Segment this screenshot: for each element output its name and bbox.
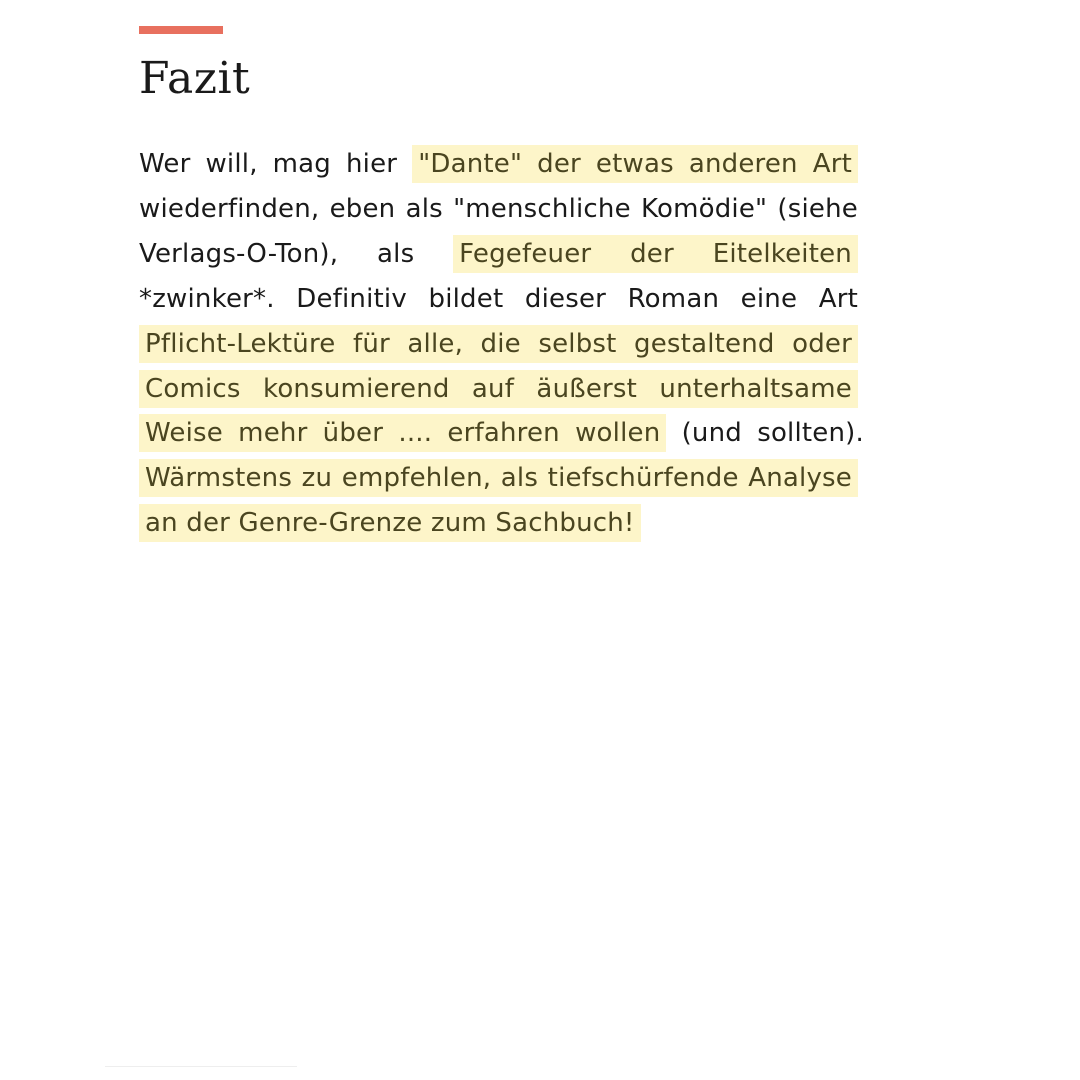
paragraph-text: wiederfinden, eben als "menschliche Komödie" (siehe Verlags-O-Ton), als (139, 193, 858, 269)
paragraph-text: Wer will, mag hier (139, 149, 413, 179)
paragraph-text: (und sollten). (666, 418, 864, 449)
section-accent-bar (139, 26, 223, 34)
conclusion-paragraph (139, 142, 864, 546)
highlighted-phrase: "Dante" der etwas anderen Art (412, 145, 858, 183)
highlighted-phrase: Pflicht-Lektüre für alle, die selbst gestaltend oder Comics konsumierend auf äußerst unterhaltsame Weise mehr über .... erfahren wollen (139, 325, 858, 453)
bottom-divider (105, 1066, 297, 1067)
highlighted-phrase: Fegefeuer der Eitelkeiten (453, 235, 858, 273)
paragraph-text: *zwinker*. Definitiv bildet dieser Roman eine Art (139, 283, 858, 314)
section-heading: Fazit (139, 53, 251, 104)
highlighted-phrase: Wärmstens zu empfehlen, als tiefschürfende Analyse an der Genre-Grenze zum Sachbuch! (139, 459, 858, 542)
